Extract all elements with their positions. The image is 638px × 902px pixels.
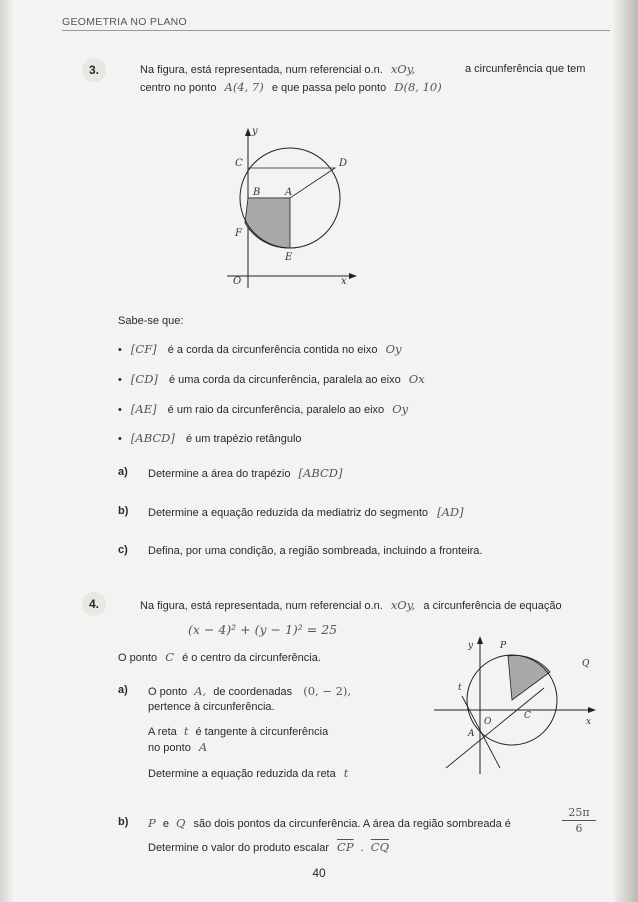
- q3-intro-line-2: [140, 80, 442, 96]
- q3-fact-2: [118, 372, 425, 388]
- q4-b-fraction-numerator: 25π: [568, 806, 590, 819]
- q3-fact-2-axis: Ox: [408, 372, 425, 386]
- q4-part-a-line-3: [148, 724, 328, 740]
- q4-figure: [432, 628, 602, 778]
- q4-part-b-line-2: [148, 840, 389, 856]
- q3-label-d: D: [339, 158, 348, 169]
- q4-label-c: C: [524, 711, 531, 721]
- q3-part-b-label: b): [118, 505, 129, 517]
- q3-fact-4: [118, 431, 302, 447]
- q3-fact-1-axis: Oy: [385, 342, 402, 356]
- q3-x-arrow: [349, 273, 357, 279]
- q3-point-d: D(8, 10): [394, 80, 442, 94]
- q4-part-a-line-4: [148, 740, 207, 756]
- page-edge-shadow-right: [612, 0, 638, 902]
- q4-a-text-2: de coordenadas: [213, 686, 293, 698]
- q3-part-a-math: [ABCD]: [298, 466, 343, 480]
- q4-intro-text-2: a circunferência de equação: [423, 600, 562, 612]
- q3-fact-3-text: é um raio da circunferência, paralelo ao eixo: [167, 404, 385, 416]
- q3-label-e: E: [285, 252, 293, 263]
- q4-a-text-1: O ponto: [148, 686, 188, 698]
- q4-b-vector-cq: $\overline{CQ}$: [370, 840, 390, 854]
- q4-b-vector-cp: $\overline{CP}$: [337, 840, 354, 854]
- q4-center-c: C: [165, 650, 175, 664]
- q4-equation: (x − 4)² + (y − 1)² = 25: [188, 622, 338, 637]
- q3-label-a: A: [285, 187, 293, 198]
- q3-part-b-math: [AD]: [437, 505, 464, 519]
- q3-intro-text-4: e que passa pelo ponto: [271, 82, 387, 94]
- q4-intro-text-1: Na figura, está representada, num referencial o.n.: [140, 600, 383, 612]
- question-4-number: 4.: [82, 592, 106, 616]
- q3-part-b-text: Determine a equação reduzida da mediatriz do segmento: [148, 507, 429, 519]
- q4-label-x: x: [586, 717, 592, 727]
- q3-y-arrow: [245, 128, 251, 136]
- q3-part-a-text: Determine a área do trapézio: [148, 468, 291, 480]
- q3-label-f: F: [235, 228, 242, 239]
- q3-part-c-text: Defina, por uma condição, a região sombreada, incluindo a fronteira.: [148, 545, 483, 557]
- q3-fact-2-math: [CD]: [130, 372, 158, 386]
- fraction-bar: [562, 820, 596, 821]
- q4-a-text-3: pertence à circunferência.: [148, 701, 275, 713]
- q4-part-b-line-1: [148, 816, 511, 832]
- q3-intro-text-1: Na figura, está representada, num referencial o.n.: [140, 64, 383, 76]
- q4-a-point-a: A,: [194, 684, 207, 698]
- q3-fact-1-text: é a corda da circunferência contida no eixo: [167, 344, 378, 356]
- q3-fact-3-axis: Oy: [392, 402, 409, 416]
- q3-part-b: [148, 505, 464, 521]
- q4-a-text-7: Determine a equação reduzida da reta: [148, 768, 336, 780]
- q4-b-text-1: são dois pontos da circunferência. A área da região sombreada é: [193, 818, 511, 830]
- q4-a-point-a-2: A: [198, 740, 208, 754]
- bullet-dot: •: [118, 374, 122, 386]
- q3-fact-3-math: [AE]: [130, 402, 157, 416]
- q4-label-t: t: [458, 683, 462, 693]
- q3-intro-line-1: [140, 62, 415, 78]
- bullet-dot: •: [118, 404, 122, 416]
- q4-b-fraction-denominator: 6: [575, 822, 583, 835]
- bullet-dot: •: [118, 433, 122, 445]
- q3-label-c: C: [235, 158, 243, 169]
- question-3-number: 3.: [82, 58, 106, 82]
- q3-fact-4-math: [ABCD]: [130, 431, 175, 445]
- q3-label-x: x: [341, 276, 347, 287]
- q4-b-and: e: [162, 818, 169, 830]
- running-header: GEOMETRIA NO PLANO: [62, 16, 188, 28]
- q4-y-arrow: [477, 636, 483, 644]
- q4-b-point-q: Q: [176, 816, 186, 830]
- q4-part-a-line-1: [148, 684, 351, 700]
- q3-label-b: B: [253, 187, 261, 198]
- q3-reference: xOy,: [390, 62, 416, 76]
- q3-intro-line-1b: a circunferência que tem: [465, 63, 586, 75]
- q4-label-y: y: [468, 641, 474, 651]
- q4-part-b-label: b): [118, 816, 129, 828]
- q3-fact-3: [118, 402, 408, 418]
- q3-label-y: y: [252, 126, 258, 137]
- bullet-dot: •: [118, 344, 122, 356]
- q4-a-line-t: t: [183, 724, 189, 738]
- q4-label-p: P: [500, 641, 507, 651]
- q4-center-line: [118, 650, 321, 666]
- q3-intro-text-3: centro no ponto: [140, 82, 217, 94]
- page-edge-shadow-left: [0, 0, 14, 902]
- q4-intro-line: [140, 598, 562, 614]
- q4-label-o: O: [484, 717, 492, 727]
- q3-fact-1-math: [CF]: [130, 342, 157, 356]
- q4-line-ac: [446, 688, 544, 768]
- q4-a-text-4: A reta: [148, 726, 177, 738]
- q4-a-text-6: no ponto: [148, 742, 191, 754]
- q4-b-point-p: P: [148, 816, 156, 830]
- q3-point-a: A(4, 7): [224, 80, 264, 94]
- q3-part-c-label: c): [118, 544, 128, 556]
- q4-part-a-label: a): [118, 684, 128, 696]
- q4-reference: xOy,: [390, 598, 416, 612]
- q4-a-text-5: é tangente à circunferência: [195, 726, 329, 738]
- header-rule: [62, 30, 610, 31]
- q3-fact-1: [118, 342, 402, 358]
- q3-label-o: O: [233, 276, 242, 287]
- q3-shaded-region: [245, 198, 290, 248]
- q4-label-q: Q: [582, 659, 590, 669]
- q4-part-a-line-5: [148, 766, 348, 782]
- q4-b-text-2: Determine o valor do produto escalar: [148, 842, 329, 854]
- q3-sabe-se: Sabe-se que:: [118, 315, 184, 327]
- q4-a-line-t-2: t: [343, 766, 349, 780]
- q3-part-a-label: a): [118, 466, 128, 478]
- q3-part-a: [148, 466, 343, 482]
- q4-b-fraction: [562, 806, 596, 835]
- q4-center-text-1: O ponto: [118, 652, 158, 664]
- q4-label-a: A: [468, 729, 475, 739]
- q3-fact-4-text: é um trapézio retângulo: [185, 433, 302, 445]
- q4-x-arrow: [588, 707, 596, 713]
- q3-fact-2-text: é uma corda da circunferência, paralela ao eixo: [168, 374, 401, 386]
- q4-center-text-2: é o centro da circunferência.: [182, 652, 321, 664]
- q3-figure: [215, 118, 380, 298]
- q4-a-coords: (0, − 2),: [303, 684, 352, 698]
- q4-b-dot-operator: .: [360, 842, 364, 854]
- page-number: 40: [312, 866, 326, 880]
- q4-shaded-sector: [508, 655, 550, 700]
